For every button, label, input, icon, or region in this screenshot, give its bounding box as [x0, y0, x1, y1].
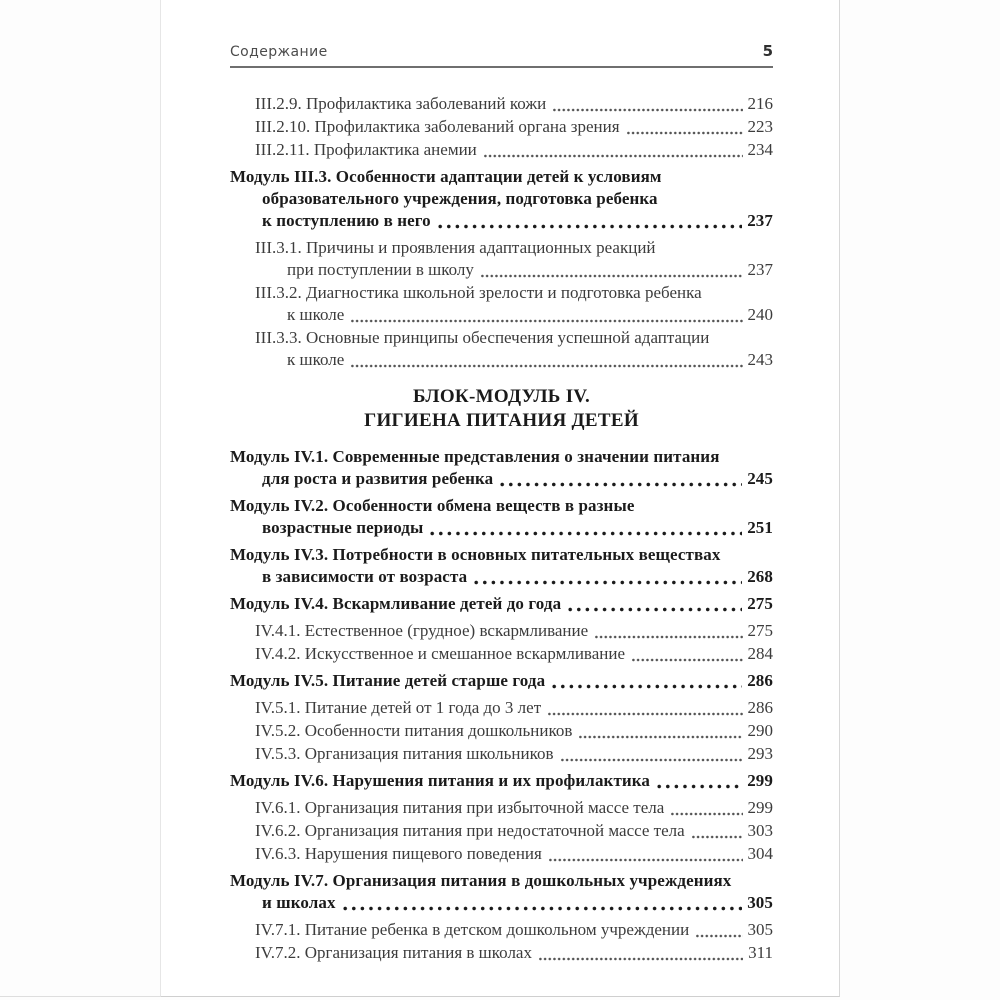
entry-page-number: 251: [747, 518, 773, 537]
toc-entry-line: [230, 843, 773, 865]
entry-text: возрастные периоды: [262, 518, 424, 537]
entry-page-number: 305: [747, 920, 773, 939]
entry-text: Модуль IV.6. Нарушения питания и их профилактика: [230, 771, 651, 790]
entry-text: и школах: [262, 893, 336, 912]
entry-text: к поступлению в него: [262, 211, 431, 230]
toc-entry-module: [230, 770, 773, 792]
entry-page-number: 293: [747, 744, 773, 763]
entry-text: образовательного учреждения, подготовка ребенка: [262, 189, 658, 208]
entry-page-number: 311: [748, 943, 773, 962]
dot-leader: [438, 224, 742, 229]
entry-page-number: 237: [747, 260, 773, 279]
block-heading-line: БЛОК-МОДУЛЬ IV.: [412, 386, 591, 407]
toc-entry-line: [230, 593, 773, 615]
entry-text: III.2.10. Профилактика заболеваний органа зрения: [255, 117, 620, 136]
entry-text: IV.6.1. Организация питания при избыточной массе тела: [255, 798, 665, 817]
toc-entry-line: [230, 446, 773, 468]
entry-text: IV.4.2. Искусственное и смешанное вскармливание: [255, 644, 625, 663]
entry-text: Модуль IV.2. Особенности обмена веществ в разные: [230, 496, 635, 515]
toc-entry-sub: [230, 327, 773, 371]
dot-leader: [481, 274, 743, 278]
dot-leader: [657, 784, 742, 789]
toc-entry-sub: [230, 643, 773, 665]
entry-page-number: 286: [747, 671, 773, 690]
dot-leader: [343, 906, 743, 911]
entry-text: IV.7.2. Организация питания в школах: [255, 943, 532, 962]
dot-leader: [579, 735, 742, 739]
entry-page-number: 243: [747, 350, 773, 369]
entry-page-number: 275: [747, 621, 773, 640]
dot-leader: [351, 364, 742, 368]
dot-leader: [696, 934, 742, 938]
toc-entry-sub: [230, 919, 773, 941]
entry-page-number: 303: [747, 821, 773, 840]
toc-entry-line: [230, 942, 773, 964]
toc-entry-line: [230, 919, 773, 941]
toc-entry-line: [230, 620, 773, 642]
block-heading-line: ГИГИЕНА ПИТАНИЯ ДЕТЕЙ: [364, 410, 639, 431]
toc-entry-sub: [230, 139, 773, 161]
toc-entry-sub: [230, 93, 773, 115]
toc-entry-line: [230, 93, 773, 115]
entry-page-number: 216: [747, 94, 773, 113]
entry-page-number: 284: [747, 644, 773, 663]
entry-text: III.3.2. Диагностика школьной зрелости и подготовка ребенка: [255, 283, 702, 302]
toc-entry-sub: [230, 843, 773, 865]
dot-leader: [430, 531, 742, 536]
running-head-title: Содержание: [230, 44, 328, 60]
toc-entry-line: [230, 116, 773, 138]
entry-text: III.3.1. Причины и проявления адаптационных реакций: [255, 238, 656, 257]
toc-entry-line: [230, 139, 773, 161]
dot-leader: [595, 635, 742, 639]
toc-entry-line: [230, 643, 773, 665]
entry-text: IV.5.3. Организация питания школьников: [255, 744, 554, 763]
dot-leader: [484, 154, 743, 158]
toc-entry-line: [230, 720, 773, 742]
toc-entry-sub: [230, 720, 773, 742]
entry-page-number: 237: [747, 211, 773, 230]
page-number: 5: [762, 42, 773, 60]
toc-entry-line: [230, 327, 773, 349]
entry-text: Модуль IV.7. Организация питания в дошкольных учреждениях: [230, 871, 732, 890]
entry-text: для роста и развития ребенка: [262, 469, 494, 488]
dot-leader: [671, 812, 742, 816]
toc-entry-module: [230, 166, 773, 232]
dot-leader: [539, 957, 743, 961]
running-head: [230, 42, 773, 68]
entry-text: III.2.11. Профилактика анемии: [255, 140, 477, 159]
toc-entry-sub: [230, 942, 773, 964]
toc-entry-sub: [230, 620, 773, 642]
dot-leader: [627, 131, 743, 135]
entry-text: IV.5.1. Питание детей от 1 года до 3 лет: [255, 698, 542, 717]
toc-entry-sub: [230, 237, 773, 281]
toc-entry-line: [230, 304, 773, 326]
toc-entry-line: [230, 544, 773, 566]
toc-entry-line: [230, 770, 773, 792]
toc-entry-line: [230, 566, 773, 588]
toc-entry-line: [230, 820, 773, 842]
toc-entry-module: [230, 670, 773, 692]
entry-page-number: 275: [747, 594, 773, 613]
entry-text: к школе: [287, 305, 345, 324]
page-content: [230, 0, 773, 964]
entry-text: Модуль IV.5. Питание детей старше года: [230, 671, 546, 690]
entry-text: IV.4.1. Естественное (грудное) вскармливание: [255, 621, 589, 640]
toc-entry-line: [230, 743, 773, 765]
toc-entry-module: [230, 870, 773, 914]
entry-page-number: 234: [747, 140, 773, 159]
dot-leader: [692, 835, 743, 839]
entry-text: Модуль IV.4. Вскармливание детей до года: [230, 594, 562, 613]
toc-entry-module: [230, 446, 773, 490]
dot-leader: [553, 108, 742, 112]
toc-entry-line: [230, 210, 773, 232]
toc-entry-line: [230, 259, 773, 281]
book-page: [160, 0, 840, 997]
toc-entry-module: [230, 495, 773, 539]
toc-entry-line: [230, 349, 773, 371]
entry-page-number: 304: [747, 844, 773, 863]
toc-entry-line: [230, 797, 773, 819]
toc-entry-line: [230, 892, 773, 914]
toc-entry-line: [230, 166, 773, 188]
entry-text: III.3.3. Основные принципы обеспечения успешной адаптации: [255, 328, 710, 347]
entry-text: III.2.9. Профилактика заболеваний кожи: [255, 94, 547, 113]
toc-entry-line: [230, 282, 773, 304]
toc-entry-line: [230, 670, 773, 692]
entry-text: IV.7.1. Питание ребенка в детском дошкольном учреждении: [255, 920, 690, 939]
entry-page-number: 290: [747, 721, 773, 740]
entry-page-number: 299: [747, 771, 773, 790]
toc-entry-module: [230, 593, 773, 615]
dot-leader: [568, 607, 742, 612]
dot-leader: [351, 319, 742, 323]
toc-entry-sub: [230, 116, 773, 138]
toc-list: [230, 93, 773, 964]
toc-entry-sub: [230, 282, 773, 326]
dot-leader: [548, 712, 742, 716]
dot-leader: [500, 482, 742, 487]
dot-leader: [549, 858, 743, 862]
toc-entry-line: [230, 468, 773, 490]
entry-page-number: 299: [747, 798, 773, 817]
toc-entry-sub: [230, 697, 773, 719]
dot-leader: [561, 758, 743, 762]
entry-text: IV.6.3. Нарушения пищевого поведения: [255, 844, 542, 863]
dot-leader: [632, 658, 743, 662]
toc-entry-sub: [230, 820, 773, 842]
toc-entry-line: [230, 495, 773, 517]
entry-page-number: 305: [747, 893, 773, 912]
entry-page-number: 240: [747, 305, 773, 324]
toc-entry-line: [230, 517, 773, 539]
entry-page-number: 223: [747, 117, 773, 136]
entry-page-number: 245: [747, 469, 773, 488]
toc-block-heading: [230, 385, 773, 433]
entry-text: Модуль IV.3. Потребности в основных питательных веществах: [230, 545, 721, 564]
toc-entry-line: [230, 188, 773, 210]
dot-leader: [552, 684, 742, 689]
entry-text: Модуль IV.1. Современные представления о значении питания: [230, 447, 720, 466]
entry-text: IV.6.2. Организация питания при недостаточной массе тела: [255, 821, 685, 840]
toc-entry-sub: [230, 797, 773, 819]
entry-text: в зависимости от возраста: [262, 567, 468, 586]
entry-page-number: 286: [747, 698, 773, 717]
entry-page-number: 268: [747, 567, 773, 586]
entry-text: при поступлении в школу: [287, 260, 474, 279]
dot-leader: [474, 580, 742, 585]
toc-entry-line: [230, 697, 773, 719]
entry-text: IV.5.2. Особенности питания дошкольников: [255, 721, 573, 740]
toc-entry-sub: [230, 743, 773, 765]
toc-entry-line: [230, 237, 773, 259]
entry-text: к школе: [287, 350, 345, 369]
page-bottom-edge: [0, 996, 161, 997]
toc-entry-module: [230, 544, 773, 588]
toc-entry-line: [230, 870, 773, 892]
entry-text: Модуль III.3. Особенности адаптации детей к условиям: [230, 167, 662, 186]
